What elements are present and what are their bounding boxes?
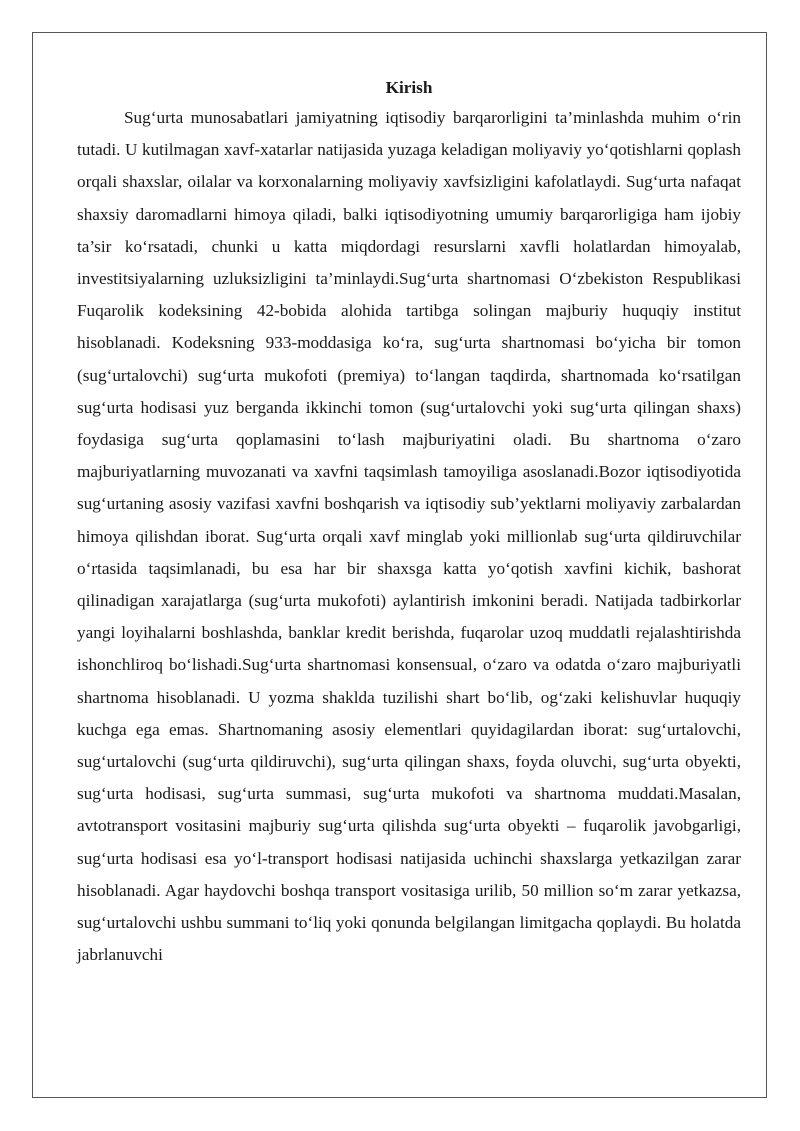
document-title: Kirish bbox=[385, 78, 433, 97]
body-paragraph: Sug‘urta munosabatlari jamiyatning iqtisodiy barqarorligini ta’minlashda muhim o‘rin tutadi. U kutilmagan xavf-xatarlar natijasida yuzaga keladigan moliyaviy yo‘qotishlarni qoplash orqali shaxslar, oilalar va korxonalarning moliyaviy xavfsizligini kafolatlaydi. Sug‘urta nafaqat shaxsiy daromadlarni himoya qiladi, balki iqtisodiyotning umumiy barqarorligiga ham ijobiy ta’sir ko‘rsatadi, chunki u katta miqdordagi resurslarni xavfli holatlardan himoyalab, investitsiyalarning uzluksizligini ta’minlaydi.Sug‘urta shartnomasi O‘zbekiston Respublikasi Fuqarolik kodeksining 42-bobida alohida tartibga solingan majburiy huquqiy institut hisoblanadi. Kodeksning 933-moddasiga ko‘ra, sug‘urta shartnomasi bo‘yicha bir tomon (sug‘urtalovchi) sug‘urta mukofoti (premiya) to‘langan taqdirda, shartnomada ko‘rsatilgan sug‘urta hodisasi yuz berganda ikkinchi tomon (sug‘urtalovchi yoki sug‘urta qilingan shaxs) foydasiga sug‘urta qoplamasini to‘lash majburiyatini oladi. Bu shartnoma o‘zaro majburiyatlarning muvozanati va xavfni taqsimlash tamoyiliga asoslanadi.Bozor iqtisodiyotida sug‘urtaning asosiy vazifasi xavfni boshqarish va iqtisodiy sub’yektlarni moliyaviy zarbalardan himoya qilishdan iborat. Sug‘urta orqali xavf minglab yoki millionlab sug‘urta qildiruvchilar o‘rtasida taqsimlanadi, bu esa har bir shaxsga katta yo‘qotish xavfini kichik, bashorat qilinadigan xarajatlarga (sug‘urta mukofoti) aylantirish imkonini beradi. Natijada tadbirkorlar yangi loyihalarni boshlashda, banklar kredit berishda, fuqarolar uzoq muddatli rejalashtirishda ishonchliroq bo‘lishadi.Sug‘urta shartnomasi konsensual, o‘zaro va odatda o‘zaro majburiyatli shartnoma hisoblanadi. U yozma shaklda tuzilishi shart bo‘lib, og‘zaki kelishuvlar huquqiy kuchga ega emas. Shartnomaning asosiy elementlari quyidagilardan iborat: sug‘urtalovchi, sug‘urtalovchi (sug‘urta qildiruvchi), sug‘urta qilingan shaxs, foyda oluvchi, sug‘urta obyekti, sug‘urta hodisasi, sug‘urta summasi, sug‘urta mukofoti va shartnoma muddati.Masalan, avtotransport vositasini majburiy sug‘urta qilishda sug‘urta obyekti – fuqarolik javobgarligi, sug‘urta hodisasi esa yo‘l-transport hodisasi natijasida uchinchi shaxslarga yetkazilgan zarar hisoblanadi. Agar haydovchi boshqa transport vositasiga urilib, 50 million so‘m zarar yetkazsa, sug‘urtalovchi ushbu summani to‘liq yoki qonunda belgilangan limitgacha qoplaydi. Bu holatda jabrlanuvchi bbox=[77, 108, 741, 965]
document-content bbox=[77, 76, 741, 971]
